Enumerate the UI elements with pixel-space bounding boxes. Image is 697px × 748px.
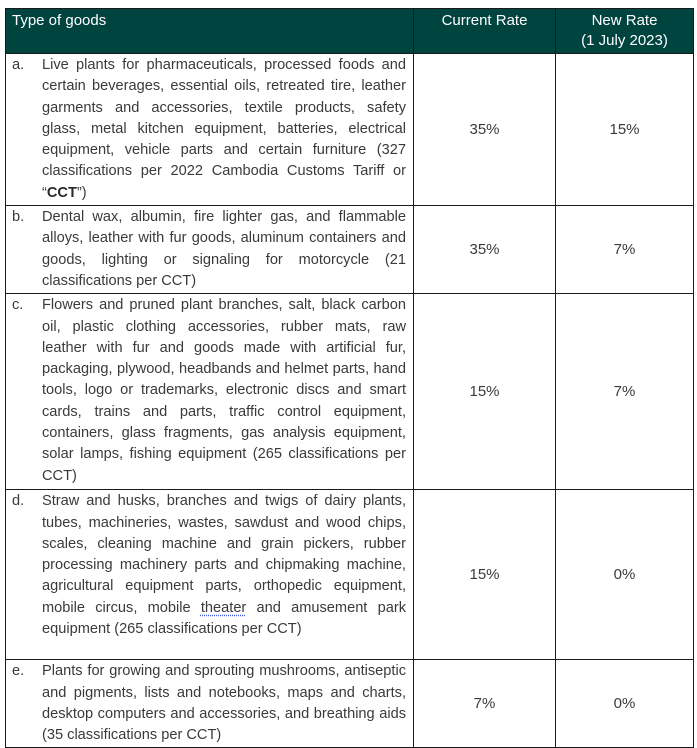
header-current-rate: Current Rate [414, 9, 556, 54]
current-rate-cell: 35% [414, 206, 556, 294]
header-row [6, 9, 694, 54]
goods-cell [6, 294, 414, 490]
goods-description-end: and amusement park equipment (265 classifications per CCT) [42, 599, 406, 638]
new-rate-cell: 15% [556, 54, 694, 206]
current-rate-cell: 35% [414, 54, 556, 206]
goods-description [42, 55, 406, 204]
cct-abbreviation: CCT [46, 184, 77, 201]
row-letter: e. [12, 663, 25, 680]
goods-description: Plants for growing and sprouting mushrooms, antiseptic and pigments, lists and notebooks, maps and charts, desktop computers and accessories, and breathing aids (35 classifications per CCT) [42, 663, 406, 744]
table-row [6, 206, 694, 294]
goods-description [42, 491, 406, 640]
row-letter: c. [12, 297, 24, 314]
new-rate-cell: 7% [556, 206, 694, 294]
table-row [6, 660, 694, 748]
goods-description-end: ”) [76, 184, 87, 201]
new-rate-cell: 7% [556, 294, 694, 490]
header-type-of-goods: Type of goods [6, 9, 414, 54]
goods-cell [6, 54, 414, 206]
current-rate-cell: 15% [414, 490, 556, 660]
goods-description: Dental wax, albumin, fire lighter gas, and flammable alloys, leather with fur goods, aluminum containers and goods, lighting or signaling for motorcycle (21 classifications per CCT) [42, 209, 406, 289]
table-body [6, 54, 694, 748]
table-row [6, 294, 694, 490]
header-new-rate-date: (1 July 2023) [581, 32, 668, 49]
goods-cell [6, 206, 414, 294]
row-letter: d. [12, 493, 25, 510]
table-row [6, 490, 694, 660]
spellcheck-marked-word: theater [200, 599, 247, 616]
table-header [6, 9, 694, 54]
goods-cell [6, 660, 414, 748]
row-letter: b. [12, 209, 25, 226]
table-row [6, 54, 694, 206]
tariff-rate-table [5, 8, 694, 748]
current-rate-cell: 7% [414, 660, 556, 748]
header-new-rate-label: New Rate [591, 12, 658, 29]
goods-description-text: Straw and husks, branches and twigs of dairy plants, tubes, machineries, wastes, sawdust and wood chips, scales, cleaning machine and grain pickers, rubber processing machinery parts and chipmaking machine, agricultural equipment parts, orthopedic equipment, mobile circus, mobile [42, 493, 406, 616]
new-rate-cell: 0% [556, 490, 694, 660]
new-rate-cell: 0% [556, 660, 694, 748]
goods-description: Flowers and pruned plant branches, salt, black carbon oil, plastic clothing accessories, rubber mats, raw leather with fur and goods made with artificial fur, packaging, plywood, headbands and helmet parts, hand tools, logo or trademarks, electronic discs and smart cards, trains and parts, traffic control equipment, containers, glass fragments, gas analysis equipment, solar lamps, fishing equipment (265 classifications per CCT) [42, 297, 406, 484]
goods-description-text: Live plants for pharmaceuticals, processed foods and certain beverages, essential oils, retreated tire, leather garments and accessories, textile products, safety glass, metal kitchen equipment, batteries, electrical equipment, vehicle parts and certain furniture (327 classifications per 2022 Cambodia Customs Tariff or “ [42, 57, 406, 201]
row-letter: a. [12, 57, 25, 73]
header-new-rate [556, 9, 694, 54]
goods-cell [6, 490, 414, 660]
current-rate-cell: 15% [414, 294, 556, 490]
